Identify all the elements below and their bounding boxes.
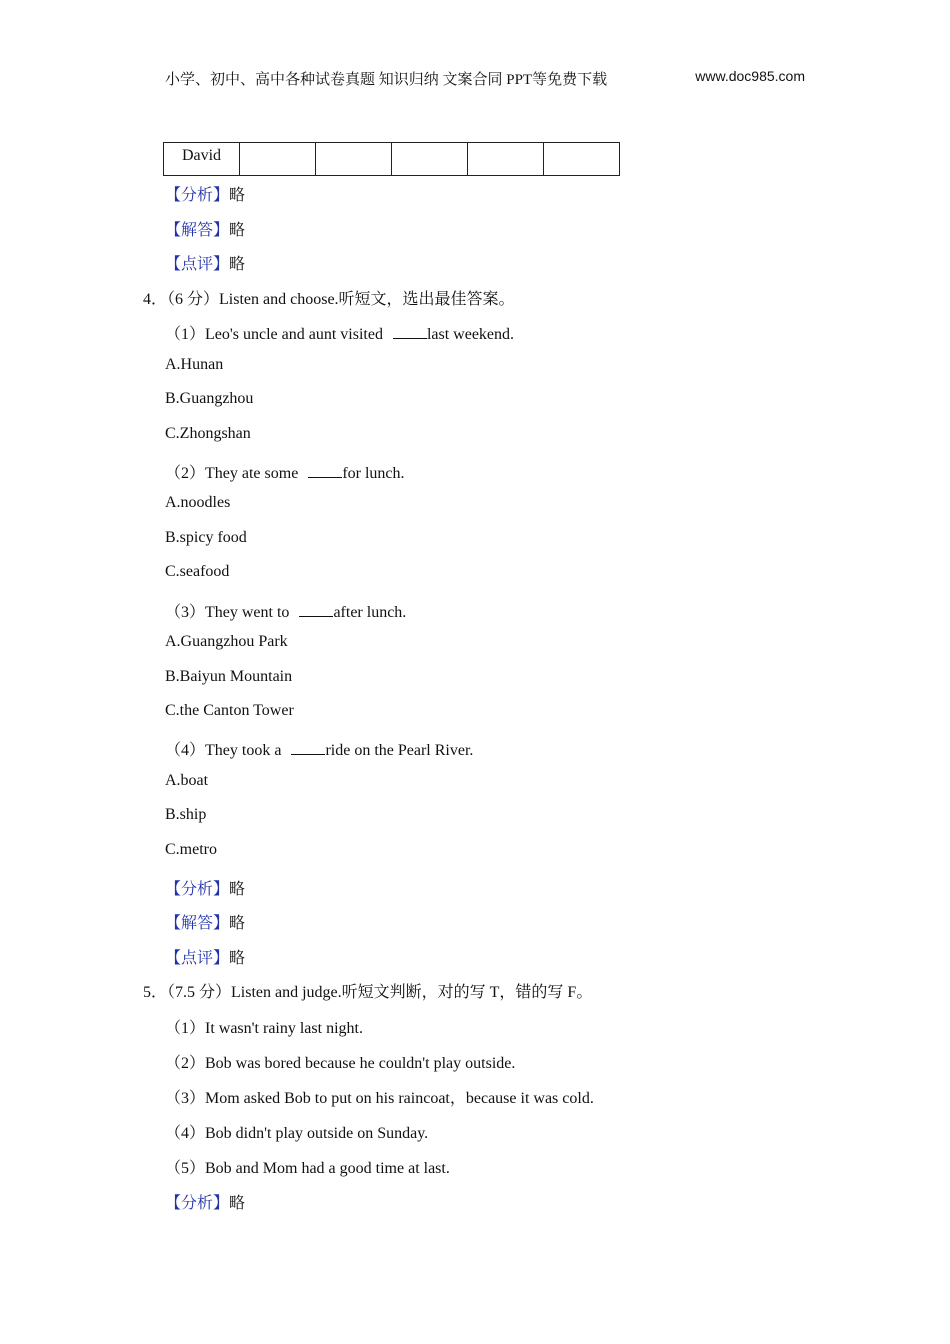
header-site-url[interactable]: www.doc985.com (695, 68, 805, 84)
answer-blank (299, 604, 333, 617)
q4-item-1-option-a: A.Hunan (165, 356, 224, 373)
table-cell (544, 143, 620, 176)
q4-item-4-option-c: C.metro (165, 841, 217, 858)
table-cell (468, 143, 544, 176)
table-cell (240, 143, 316, 176)
answer-blank (291, 742, 325, 755)
q4-item-4-stem: （4）They took a ride on the Pearl River. (165, 742, 474, 759)
q4-item-1-option-c: C.Zhongshan (165, 425, 251, 442)
table-cell (316, 143, 392, 176)
q5-item-3: （3）Mom asked Bob to put on his raincoat，because it was cold. (165, 1090, 594, 1107)
table-row-label: David (164, 143, 240, 176)
q4-item-2-option-b: B.spicy food (165, 529, 247, 546)
q4-analysis: 【分析】略 (165, 881, 246, 898)
q5-item-5: （5）Bob and Mom had a good time at last. (165, 1160, 450, 1177)
q4-item-4-option-b: B.ship (165, 806, 207, 823)
q4-item-2-option-c: C.seafood (165, 563, 230, 580)
q4-answer: 【解答】略 (165, 915, 246, 932)
answer-table (163, 142, 620, 176)
q5-item-1: （1）It wasn't rainy last night. (165, 1020, 363, 1037)
q4-item-3-option-c: C.the Canton Tower (165, 702, 294, 719)
q5-analysis: 【分析】略 (165, 1195, 246, 1212)
q4-item-1-stem: （1）Leo's uncle and aunt visited last weekend. (165, 326, 515, 343)
q4-item-1-option-b: B.Guangzhou (165, 390, 254, 407)
q3-comment: 【点评】略 (165, 256, 246, 273)
page-header (165, 68, 805, 89)
header-text: 小学、初中、高中各种试卷真题 知识归纳 文案合同 PPT等免费下载 (165, 72, 608, 88)
q5-item-4: （4）Bob didn't play outside on Sunday. (165, 1125, 429, 1142)
q4-item-2-option-a: A.noodles (165, 494, 231, 511)
q3-analysis: 【分析】略 (165, 187, 246, 204)
table-row (164, 143, 620, 176)
q4-item-2-stem: （2）They ate some for lunch. (165, 465, 405, 482)
answer-blank (308, 465, 342, 478)
answer-blank (393, 326, 427, 339)
table-cell (392, 143, 468, 176)
q4-item-3-option-b: B.Baiyun Mountain (165, 668, 293, 685)
q5-title: 5．（7.5 分）Listen and judge.听短文判断，对的写 T，错的写 F。 (143, 984, 593, 1001)
q4-comment: 【点评】略 (165, 950, 246, 967)
q4-item-3-stem: （3）They went to after lunch. (165, 604, 407, 621)
q5-item-2: （2）Bob was bored because he couldn't play outside. (165, 1055, 516, 1072)
q4-title: 4．（6 分）Listen and choose.听短文，选出最佳答案。 (143, 291, 515, 308)
q3-answer: 【解答】略 (165, 222, 246, 239)
q4-item-4-option-a: A.boat (165, 772, 209, 789)
q4-item-3-option-a: A.Guangzhou Park (165, 633, 288, 650)
